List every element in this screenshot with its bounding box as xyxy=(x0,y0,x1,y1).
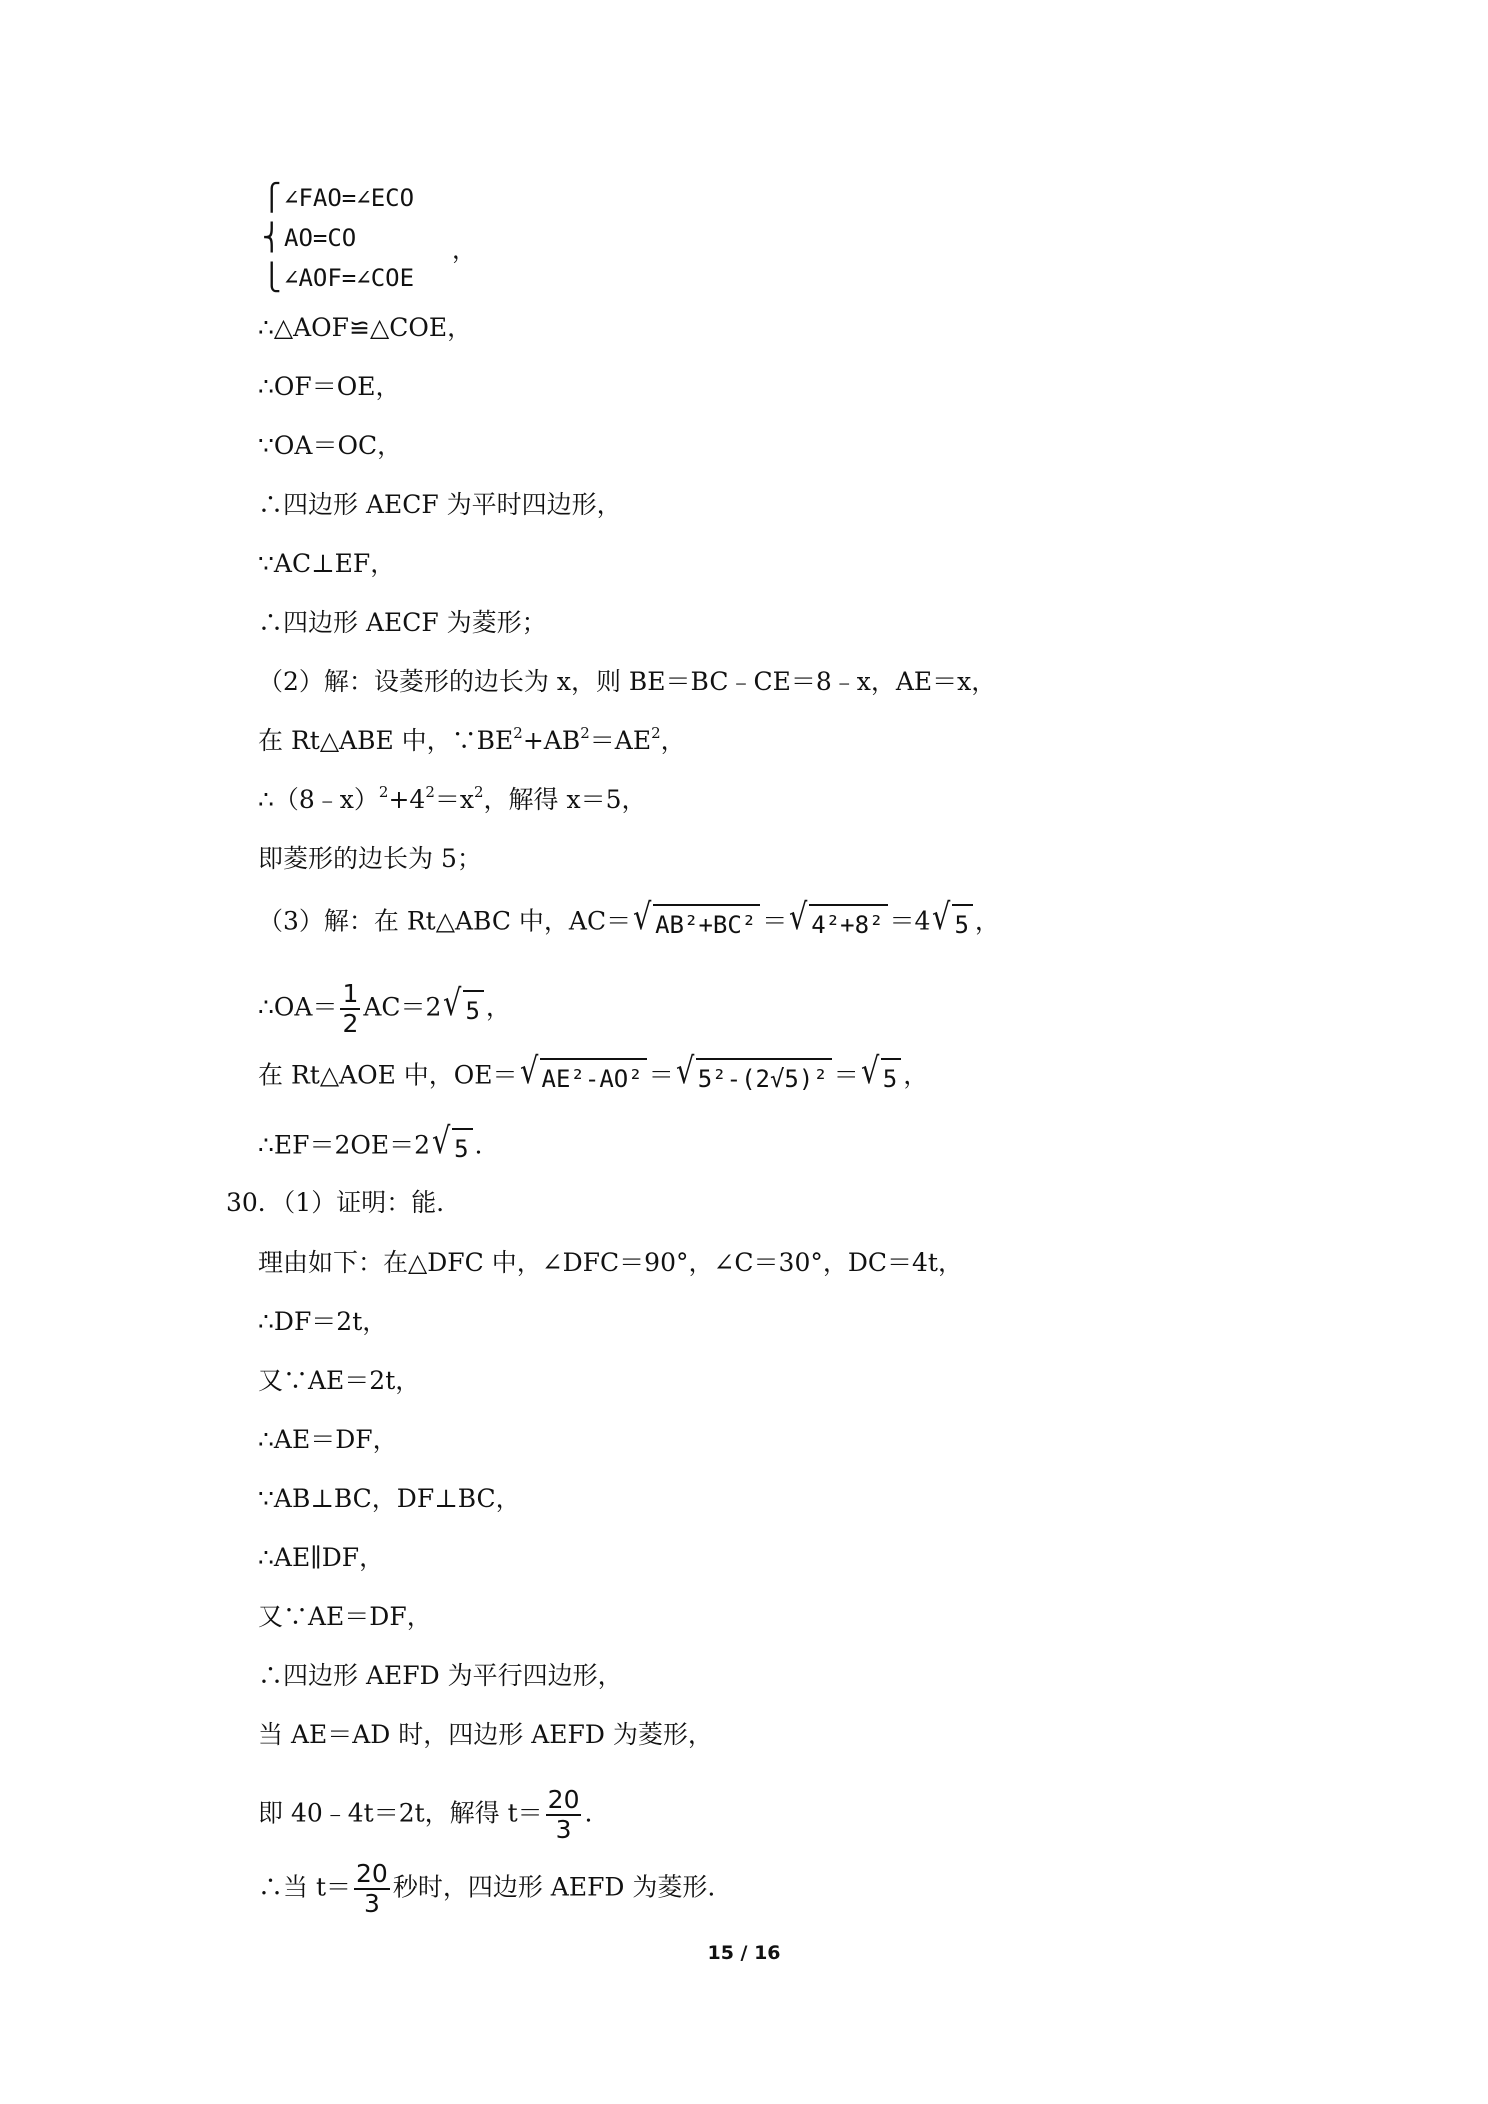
numerator: 20 xyxy=(356,1859,388,1888)
part3-ac-pre: （3）解：在 Rt△ABC 中，AC＝ xyxy=(258,906,632,936)
sqrt-radical: √ 5 xyxy=(432,1128,472,1166)
q30-line-9: 当 AE＝AD 时，四边形 AEFD 为菱形， xyxy=(258,1720,713,1749)
term: ＝x xyxy=(434,785,474,814)
system-row-2: AO=CO xyxy=(284,224,357,252)
proof-line-perpendicular: ∵AC⊥EF， xyxy=(258,549,396,578)
numerator: 20 xyxy=(547,1785,580,1814)
exp: 2 xyxy=(378,783,389,801)
term: ＝ xyxy=(648,1060,674,1090)
fraction xyxy=(546,1786,582,1844)
part2-setup: （2）解：设菱形的边长为 x，则 BE＝BC﹣CE＝8﹣x，AE＝x， xyxy=(258,667,997,696)
part3-oe-pre: 在 Rt△AOE 中，OE＝ xyxy=(258,1060,518,1090)
denominator: 3 xyxy=(363,1889,380,1918)
system-row-1: ∠FAO=∠ECO xyxy=(284,184,415,212)
radicand: 4²+8² xyxy=(809,904,887,940)
exp: 2 xyxy=(473,783,484,801)
radicand: 5 xyxy=(463,990,483,1026)
left-brace: ⎧ ⎨ ⎩ xyxy=(262,183,282,293)
radicand: AE²-AO² xyxy=(540,1058,647,1094)
part3-oe xyxy=(258,1051,929,1096)
part3-oa-pre: ∴OA＝ xyxy=(258,992,338,1022)
term: ， xyxy=(660,726,686,755)
term: ＝4 xyxy=(889,906,931,936)
term: . xyxy=(474,1130,483,1160)
part3-oa xyxy=(258,980,511,1038)
q30-line-2: ∴DF＝2t， xyxy=(258,1307,388,1336)
q30-line-11 xyxy=(258,1860,715,1918)
q30-line-11-pre: ∴当 t＝ xyxy=(258,1872,351,1902)
term: ，解得 x＝5， xyxy=(483,785,647,814)
q30-line-10-pre: 即 40﹣4t＝2t，解得 t＝ xyxy=(258,1798,543,1828)
radicand: 5 xyxy=(452,1128,472,1164)
exp: 2 xyxy=(425,783,435,801)
q30-line-5: ∵AB⊥BC，DF⊥BC， xyxy=(258,1484,521,1513)
proof-line-of-oe: ∴OF＝OE， xyxy=(258,372,401,401)
q30-line-8: ∴四边形 AEFD 为平行四边形， xyxy=(258,1661,623,1690)
sqrt-radical: √ 5 xyxy=(443,990,483,1028)
q30-line-10 xyxy=(258,1786,592,1844)
term: ＝ xyxy=(762,906,788,936)
proof-line-parallelogram: ∴四边形 AECF 为平时四边形， xyxy=(258,490,622,519)
radicand: 5 xyxy=(952,904,972,940)
term: ＝ xyxy=(833,1060,859,1090)
part2-solve-pre: ∴（8﹣x） xyxy=(258,785,379,814)
term: ， xyxy=(974,906,1000,936)
q30-line-7: 又∵AE＝DF， xyxy=(258,1602,432,1631)
radicand: 5 xyxy=(881,1058,901,1094)
fraction xyxy=(354,1860,390,1918)
exp: 2 xyxy=(580,724,590,742)
radicand: 5²-(2√5)² xyxy=(696,1058,832,1094)
term: AC＝2 xyxy=(363,992,442,1022)
q30-line-1: 理由如下：在△DFC 中，∠DFC＝90°，∠C＝30°，DC＝4t， xyxy=(258,1248,963,1277)
part3-ef xyxy=(258,1121,483,1166)
term: . xyxy=(584,1798,593,1828)
q30-line-3: 又∵AE＝2t， xyxy=(258,1366,421,1395)
term: ＝AE xyxy=(589,726,652,755)
term: ， xyxy=(485,992,511,1022)
exp: 2 xyxy=(513,724,523,742)
q30-line-4: ∴AE＝DF， xyxy=(258,1425,398,1454)
sqrt-radical: √ AE²-AO² xyxy=(520,1058,647,1096)
radicand: AB²+BC² xyxy=(653,904,760,940)
term: ， xyxy=(903,1060,929,1090)
numerator: 1 xyxy=(342,979,359,1008)
proof-line-oa-oc: ∵OA＝OC， xyxy=(258,431,403,460)
denominator: 2 xyxy=(342,1009,359,1038)
part2-pythagoras-pre: 在 Rt△ABE 中，∵BE xyxy=(258,726,514,755)
term: +AB xyxy=(522,726,581,755)
sqrt-radical: √ 5 xyxy=(861,1058,901,1096)
term: +4 xyxy=(388,785,426,814)
equation-system xyxy=(262,178,562,298)
part3-ac xyxy=(258,897,1000,942)
sqrt-radical: √ 5 xyxy=(932,904,972,942)
system-comma: ， xyxy=(452,236,476,264)
proof-line-congruent: ∴△AOF≌△COE， xyxy=(258,313,473,342)
part2-conclusion: 即菱形的边长为 5； xyxy=(258,844,482,873)
page-number: 15 / 16 xyxy=(707,1942,781,1964)
sqrt-radical: √ AB²+BC² xyxy=(633,904,760,942)
question-30-heading: 30．（1）证明：能． xyxy=(226,1188,462,1217)
exp: 2 xyxy=(651,724,661,742)
fraction xyxy=(340,980,360,1038)
term: 秒时，四边形 AEFD 为菱形. xyxy=(392,1872,716,1902)
sqrt-radical: √ 4²+8² xyxy=(789,904,887,942)
denominator: 3 xyxy=(555,1815,572,1844)
part3-ef-pre: ∴EF＝2OE＝2 xyxy=(258,1130,431,1160)
sqrt-radical: √ 5²-(2√5)² xyxy=(676,1058,832,1096)
system-row-3: ∠AOF=∠COE xyxy=(284,264,415,292)
part2-solve xyxy=(258,783,646,817)
part2-pythagoras xyxy=(258,724,686,758)
proof-line-rhombus: ∴四边形 AECF 为菱形； xyxy=(258,608,547,637)
q30-line-6: ∴AE∥DF， xyxy=(258,1543,385,1572)
